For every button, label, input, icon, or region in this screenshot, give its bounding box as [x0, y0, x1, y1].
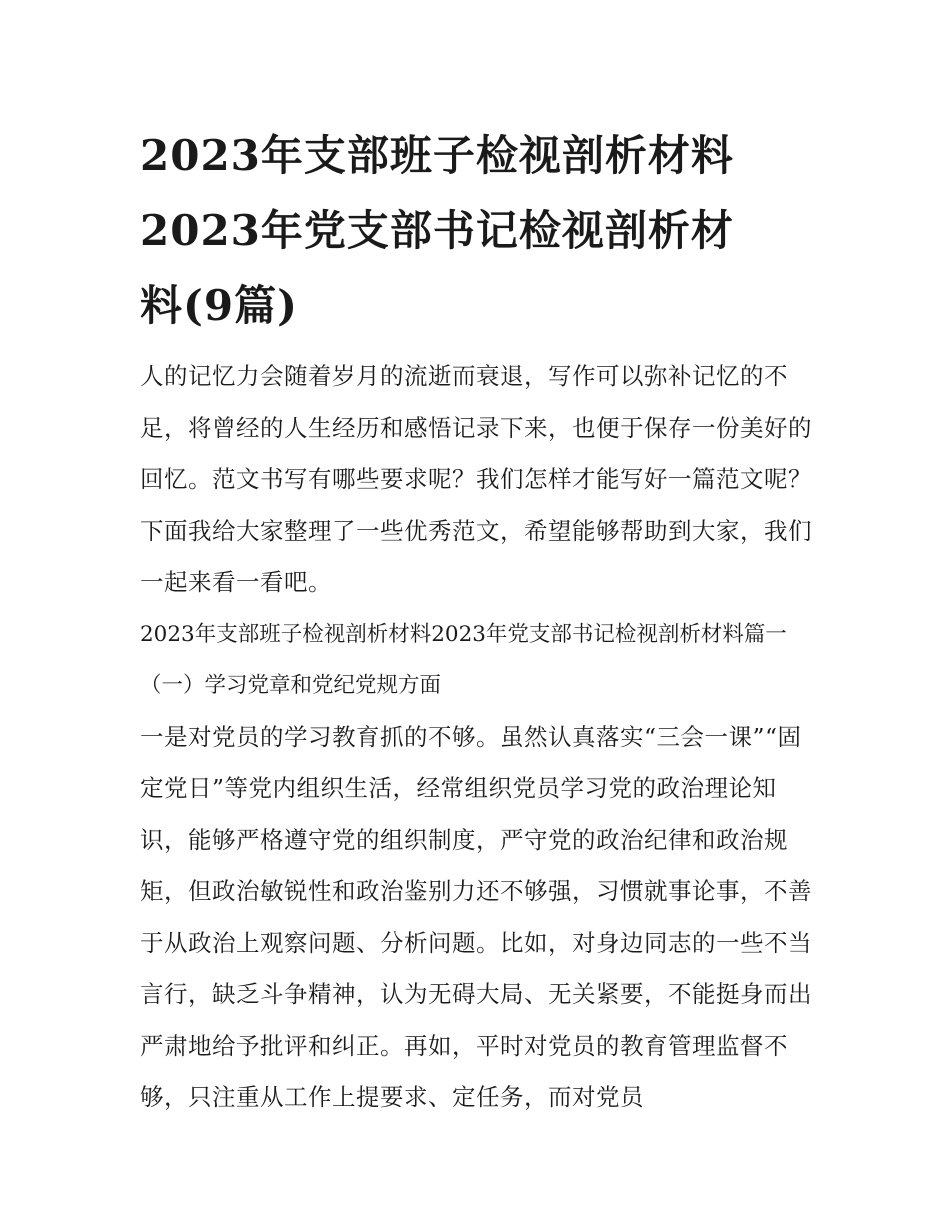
body-paragraph: 一是对党员的学习教育抓的不够。虽然认真落实“三会一课”“固定党日”等党内组织生活，经常组织党员学习党的政治理论知识，能够严格遵守党的组织制度，严守党的政治纪律和政治规矩，但政治敏锐性和政治鉴别力还不够强，习惯就事论事，不善于从政治上观察问题、分析问题。比如，对身边同志的一些不当言行，缺乏斗争精神，认为无碍大局、无关紧要，不能挺身而出严肃地给予批评和纠正。再如，平时对党员的教育管理监督不够，只注重从工作上提要求、定任务，而对党员	[140, 722, 812, 1111]
title-line-1: 2023年支部班子检视剖析材料	[140, 131, 734, 180]
intro-paragraph: 人的记忆力会随着岁月的流逝而衰退，写作可以弥补记忆的不足，将曾经的人生经历和感悟记录下来，也便于保存一份美好的回忆。范文书写有哪些要求呢？我们怎样才能写好一篇范文呢？下面我给大家整理了一些优秀范文，希望能够帮助到大家，我们一起来看一看吧。	[140, 362, 812, 596]
title-line-2: 2023年党支部书记检视剖析材	[140, 206, 734, 255]
document-page	[140, 118, 820, 1124]
document-title	[140, 118, 820, 343]
title-line-3: 料(9篇)	[140, 281, 298, 330]
section-heading: 2023年支部班子检视剖析材料2023年党支部书记检视剖析材料篇一 （一）学习党章和党纪党规方面	[140, 621, 787, 698]
